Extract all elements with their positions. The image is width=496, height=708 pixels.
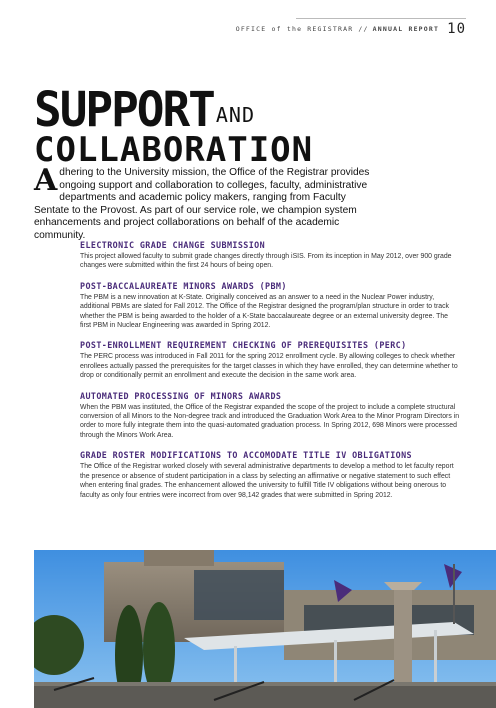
title-support: SUPPORT [34,80,214,138]
building-tower [144,550,214,566]
campus-photo-illustration [34,550,496,708]
intro-text: dhering to the University mission, the Office of the Registrar provides ongoing support and collaboration to colleges, faculty, administrative departments and academic policy makers, ranging from Faculty Sentate to the Provost. As part of our service role, we champion system enhancements and project collaborations on behalf of the academic community. [34,167,370,241]
section-heading: ELECTRONIC GRADE CHANGE SUBMISSION [80,240,266,250]
section-title-iv [80,450,460,500]
canopy-pillar [434,630,437,686]
intro-paragraph [34,163,379,242]
flag-pole [453,564,455,624]
page-title [34,80,314,170]
project-sections [80,240,460,510]
section-body: The PERC process was introduced in Fall 2011 for the spring 2012 enrollment cycle. By allowing colleges to check whether enrollees actually passed the prerequisites for the target classes in which they have enrolled, they can determine whether to drop or conditionally permit an enrollment and execute the decision in the same work area. [80,353,458,380]
section-body: This project allowed faculty to submit grade changes directly through iSIS. From its inception in May 2012, over 900 grade changes were submitted within the first 24 hours of being open. [80,253,452,270]
section-heading: POST-BACCALAUREATE MINORS AWARDS (PBM) [80,280,287,291]
section-heading: GRADE ROSTER MODIFICATIONS TO ACCOMODATE TITLE IV OBLIGATIONS [80,450,412,461]
plaza-curb [34,682,496,686]
building-windows [194,570,284,620]
page-number: 10 [447,21,466,37]
intro-dropcap: A [34,163,58,198]
campus-building-photo [34,550,496,708]
canopy-pillar [234,646,237,686]
canopy-pillar [334,640,337,686]
header-office: OFFICE of the REGISTRAR // [235,25,369,33]
section-body: The Office of the Registrar worked closely with several administrative departments to develop a method to let faculty report the presence or absence of student participation in a class by selecting an affirmative or negative statement to such effect when entering final grades. The enhancement allowed the university to fulfill Title IV obligations without being onerous to faculty as only four entries were incorrect from over 98,142 grades that were submitted in Spring 2012. [80,463,454,499]
stone-pillar [394,590,412,690]
section-body: When the PBM was instituted, the Office of the Registrar expanded the scope of the project to include a complete structural conversion of all Minors to the Non-degree track and introduced the Graduation Work Area to the Minor Program Directors in order to more fully integrate them into the quasi-automated graduation process. In Spring 2012, 698 Minors were processed through the Minors Work Area. [80,403,460,439]
section-heading: AUTOMATED PROCESSING OF MINORS AWARDS [80,390,282,401]
section-grade-change [80,240,460,271]
header-report: ANNUAL REPORT [372,25,440,33]
section-perc [80,340,460,380]
section-pbm [80,281,460,331]
page-header [236,22,466,36]
title-and: AND [215,103,255,127]
section-body: The PBM is a new innovation at K-State. Originally conceived as an answer to a need in the Nuclear Power industry, additional PBMs are slated for Fall 2012. The Office of the Registrar designed the program/plan structure in order to track whether the PBM is being awarded to the holder of a K-State baccalaureate degree or an external university degree. The first PBM in Nuclear Engineering was awarded in Spring 2012. [80,293,449,330]
section-minors [80,391,460,441]
plaza-ground [34,686,496,708]
header-rule [296,18,466,19]
section-heading: POST-ENROLLMENT REQUIREMENT CHECKING OF PREREQUISITES (PERC) [80,340,407,351]
title-collaboration: COLLABORATION [34,130,314,170]
